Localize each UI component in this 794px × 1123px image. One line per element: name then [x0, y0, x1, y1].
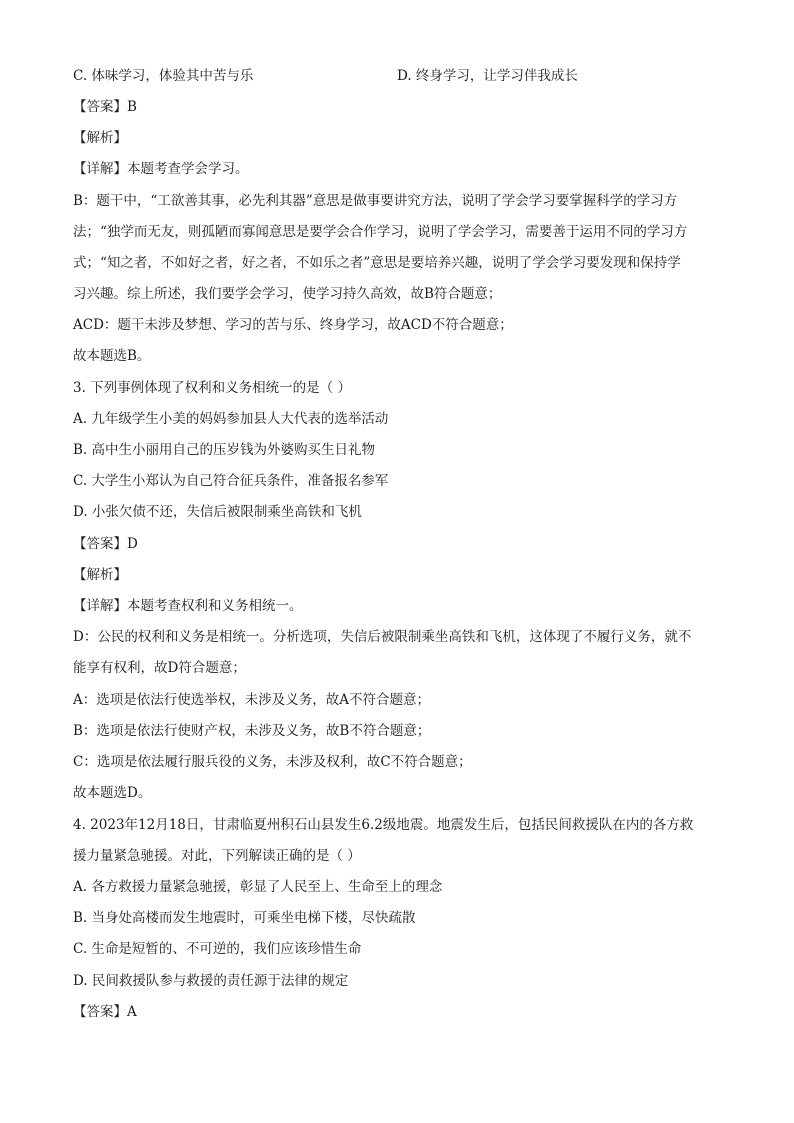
q3-option-b: B. 高中生小丽用自己的压岁钱为外婆购买生日礼物 [73, 442, 376, 458]
q3-answer: 【答案】D [73, 536, 138, 552]
q2-detail-line: 习兴趣。综上所述，我们要学会学习，使学习持久高效，故B符合题意； [73, 286, 502, 302]
q3-option-d: D. 小张欠债不还，失信后被限制乘坐高铁和飞机 [73, 504, 362, 520]
q4-stem-line-2: 援力量紧急驰援。对此，下列解读正确的是（ ） [73, 848, 361, 864]
q3-option-a: A. 九年级学生小美的妈妈参加县人大代表的选举活动 [73, 411, 389, 427]
q3-option-c: C. 大学生小郑认为自己符合征兵条件，准备报名参军 [73, 473, 389, 489]
q2-detail: 【详解】本题考查学会学习。 [73, 161, 249, 177]
q3-detail-line: 能享有权利，故D符合题意； [73, 660, 246, 676]
q4-option-b: B. 当身处高楼而发生地震时，可乘坐电梯下楼，尽快疏散 [73, 910, 416, 926]
q2-option-d: D. 终身学习，让学习伴我成长 [397, 68, 578, 84]
q4-answer: 【答案】A [73, 1004, 137, 1020]
q3-detail-line: B：选项是依法行使财产权，未涉及义务，故B不符合题意； [73, 723, 431, 739]
q3-detail-line: A：选项是依法行使选举权，未涉及义务，故A不符合题意； [73, 692, 430, 708]
q3-detail: 【详解】本题考查权利和义务相统一。 [73, 598, 303, 614]
q2-conclusion: 故本题选B。 [73, 348, 151, 364]
q2-detail-line: B：题干中，“工欲善其事，必先利其器”意思是做事要讲究方法，说明了学会学习要掌握科学的学习方 [73, 193, 678, 209]
q3-detail-line: D：公民的权利和义务是相统一。分析选项，失信后被限制乘坐高铁和飞机，这体现了不履行义务，就不 [73, 629, 692, 645]
q3-analysis-label: 【解析】 [73, 567, 127, 583]
q3-stem: 3. 下列事例体现了权利和义务相统一的是（ ） [73, 380, 351, 396]
q2-analysis-label: 【解析】 [73, 130, 127, 146]
q4-option-c: C. 生命是短暂的、不可逆的，我们应该珍惜生命 [73, 941, 362, 957]
q3-conclusion: 故本题选D。 [73, 785, 152, 801]
q3-detail-line: C：选项是依法履行服兵役的义务，未涉及权利，故C不符合题意； [73, 754, 472, 770]
q2-detail-line: ACD：题干未涉及梦想、学习的苦与乐、终身学习，故ACD不符合题意； [73, 317, 513, 333]
q4-option-a: A. 各方救援力量紧急驰援，彰显了人民至上、生命至上的理念 [73, 879, 443, 895]
q2-answer: 【答案】B [73, 99, 137, 115]
q2-detail-line: 法；“独学而无友，则孤陋而寡闻意思是要学会合作学习，说明了学会学习，需要善于运用不同的学习方 [73, 224, 688, 240]
q4-stem-line-1: 4. 2023年12月18日，甘肃临夏州积石山县发生6.2级地震。地震发生后，包括民间救援队在内的各方救 [73, 817, 694, 833]
q2-option-c: C. 体味学习，体验其中苦与乐 [73, 68, 254, 84]
q2-detail-line: 式；“知之者，不如好之者，好之者，不如乐之者”意思是要培养兴趣，说明了学会学习要发现和保持学 [73, 255, 681, 271]
q4-option-d: D. 民间救援队参与救援的责任源于法律的规定 [73, 973, 349, 989]
